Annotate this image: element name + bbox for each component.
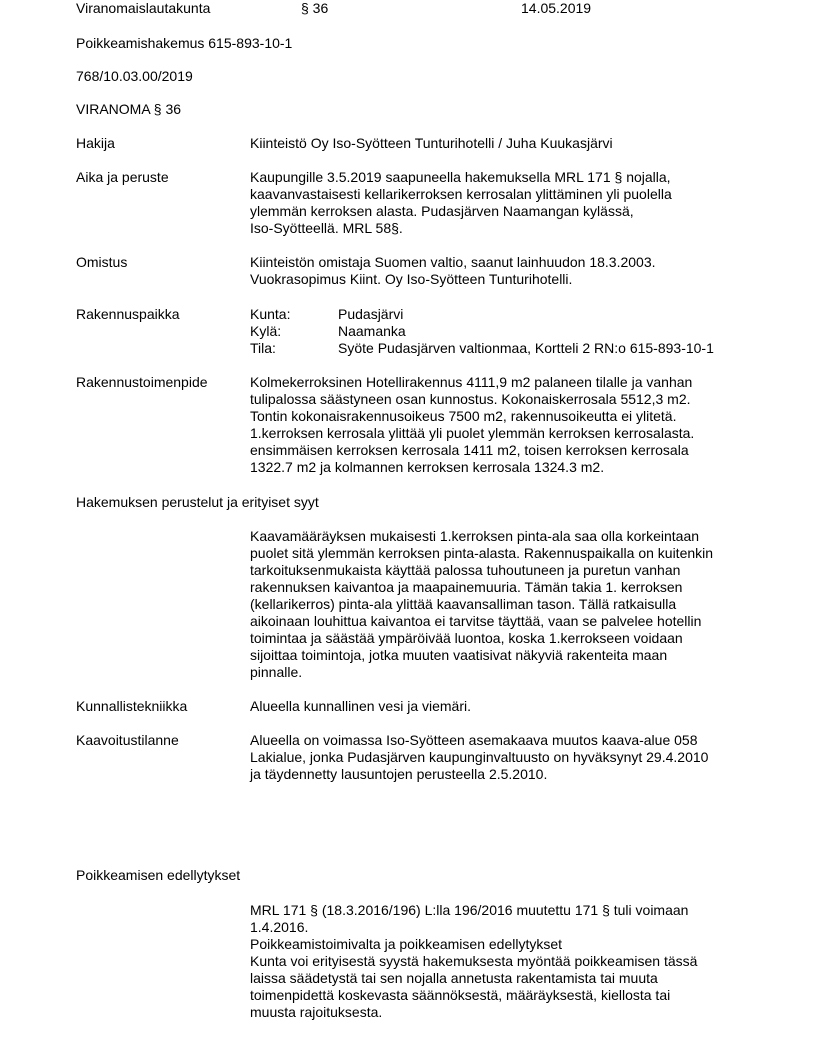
section-number: § 36: [301, 0, 329, 16]
text-line: Kiinteistö Oy Iso-Syötteen Tunturihotelli / Juha Kuukasjärvi: [250, 135, 613, 151]
time-basis-label: Aika ja peruste: [76, 169, 169, 185]
text-line: aikoinaan louhittua kaivantoa ei tarvitse täyttää, vaan se palvelee hotellin: [250, 613, 702, 629]
text-line: Kolmekerroksinen Hotellirakennus 4111,9 m2 palaneen tilalle ja vanhan: [250, 374, 693, 390]
exception-conditions-label: Poikkeamisen edellytykset: [76, 867, 241, 883]
text-line: laissa säädetystä tai sen nojalla annetusta rakentamista tai muuta: [250, 970, 658, 986]
text-line: Iso-Syötteellä. MRL 58§.: [250, 220, 403, 236]
applicant-label: Hakija: [76, 135, 115, 151]
text-line: Alueella on voimassa Iso-Syötteen asemakaava muutos kaava-alue 058: [250, 732, 698, 748]
grounds-label: Hakemuksen perustelut ja erityiset syyt: [76, 494, 319, 510]
text-line: toimintaa ja säästää ympäröivää luontoa, koska 1.kerrokseen voidaan: [250, 630, 683, 646]
authority-section: VIRANOMA § 36: [76, 101, 182, 117]
estate-key: Tila:: [250, 340, 276, 356]
text-line: Kaupungille 3.5.2019 saapuneella hakemuksella MRL 171 § nojalla,: [250, 169, 671, 185]
meeting-date: 14.05.2019: [521, 0, 592, 16]
building-measure-label: Rakennustoimenpide: [76, 374, 208, 390]
text-line: 1.kerroksen kerrosala ylittää yli puolet ylemmän kerroksen kerrosalasta.: [250, 425, 695, 441]
village-key: Kylä:: [250, 323, 282, 339]
text-line: 1.4.2016.: [250, 919, 309, 935]
village-value: Naamanka: [338, 323, 406, 339]
text-line: Kaavamääräyksen mukaisesti 1.kerroksen pinta-ala saa olla korkeintaan: [250, 528, 700, 544]
text-line: tulipalossa säästyneen osan kunnostus. Kokonaiskerrosala 5512,3 m2.: [250, 391, 691, 407]
text-line: sijoittaa toimintoja, jotka muuten vaatisivat näkyviä rakenteita maan: [250, 647, 668, 663]
text-line: Kiinteistön omistaja Suomen valtio, saanut lainhuudon 18.3.2003.: [250, 254, 656, 270]
estate-value: Syöte Pudasjärven valtionmaa, Kortteli 2 RN:o 615-893-10-1: [338, 340, 714, 356]
text-line: Lakialue, jonka Pudasjärven kaupunginvaltuusto on hyväksynyt 29.4.2010: [250, 749, 709, 765]
text-line: (kellarikerros) pinta-ala ylittää kaavansalliman tason. Tällä ratkaisulla: [250, 596, 677, 612]
text-line: Kunta voi erityisestä syystä hakemuksesta myöntää poikkeamisen tässä: [250, 953, 698, 969]
text-line: tarkoituksenmukaista käyttää palossa tuhoutuneen ja puretun vanhan: [250, 562, 681, 578]
text-line: Alueella kunnallinen vesi ja viemäri.: [250, 698, 472, 714]
text-line: puolet sitä ylemmän kerroksen pinta-alasta. Rakennuspaikalla on kuitenkin: [250, 545, 714, 561]
time-basis-text: [250, 169, 672, 237]
text-line: pinnalle.: [250, 664, 303, 680]
text-line: Poikkeamistoimivalta ja poikkeamisen edellytykset: [250, 936, 563, 952]
text-line: Tontin kokonaisrakennusoikeus 7500 m2, rakennusoikeutta ei ylitetä.: [250, 408, 677, 424]
ownership-label: Omistus: [76, 254, 128, 270]
case-title: Poikkeamishakemus 615-893-10-1: [76, 35, 293, 51]
text-line: MRL 171 § (18.3.2016/196) L:lla 196/2016 muutettu 171 § tuli voimaan: [250, 902, 689, 918]
zoning-status-label: Kaavoitustilanne: [76, 732, 179, 748]
text-line: toimenpidettä koskevasta säännöksestä, määräyksestä, kiellosta tai: [250, 987, 671, 1003]
municipality-key: Kunta:: [250, 306, 291, 322]
building-site-label: Rakennuspaikka: [76, 306, 180, 322]
exception-conditions-text: [250, 902, 697, 1021]
building-measure-text: [250, 374, 694, 476]
grounds-text: [250, 528, 713, 681]
zoning-status-text: [250, 732, 708, 783]
text-line: ja täydennetty lausuntojen perusteella 2.5.2010.: [250, 766, 548, 782]
text-line: rakennuksen kaivantoa ja maapainemuuria. Tämän takia 1. kerroksen: [250, 579, 683, 595]
ownership-text: [250, 254, 656, 288]
utilities-label: Kunnallistekniikka: [76, 698, 188, 714]
text-line: ensimmäisen kerroksen kerrosala 1411 m2, toisen kerroksen kerrosala: [250, 442, 689, 458]
text-line: kaavanvastaisesti kellarikerroksen kerrosalan ylittäminen yli puolella: [250, 186, 672, 202]
reference-number: 768/10.03.00/2019: [76, 68, 193, 84]
text-line: 1322.7 m2 ja kolmannen kerroksen kerrosala 1324.3 m2.: [250, 459, 605, 475]
text-line: Vuokrasopimus Kiint. Oy Iso-Syötteen Tunturihotelli.: [250, 271, 573, 287]
municipality-value: Pudasjärvi: [338, 306, 404, 322]
applicant-value: [250, 135, 613, 152]
text-line: ylemmän kerroksen alasta. Pudasjärven Naamangan kylässä,: [250, 203, 634, 219]
utilities-text: [250, 698, 471, 715]
authority-name: Viranomaislautakunta: [76, 0, 211, 16]
text-line: muusta rajoituksesta.: [250, 1004, 383, 1020]
